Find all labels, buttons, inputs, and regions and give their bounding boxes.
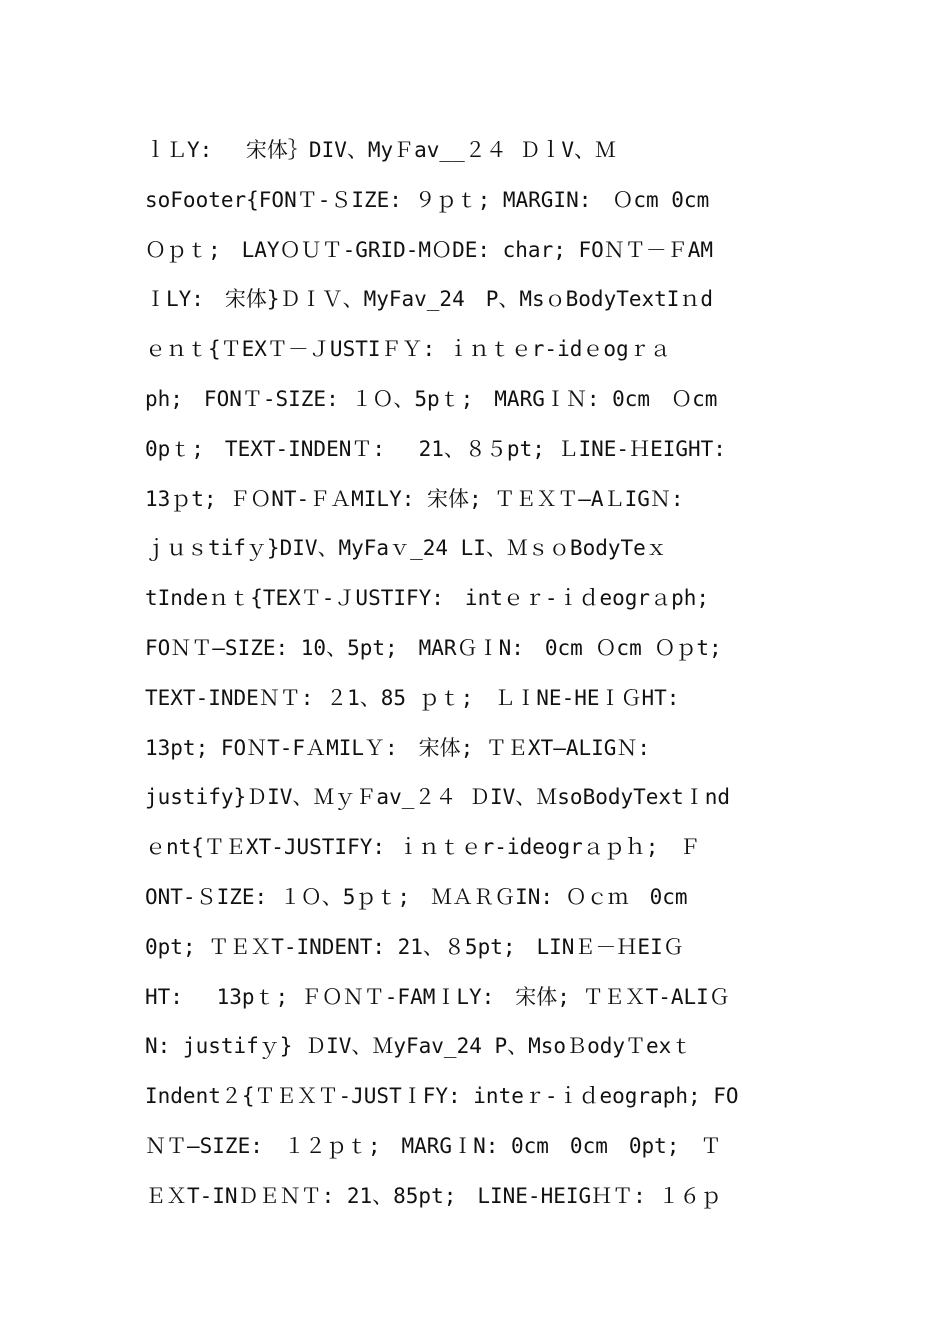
- text-line: justify}ＤIV、ＭｙＦav_２４ ＤIV、ＭsoBodyTextＩnd: [145, 785, 731, 810]
- text-line: ＮＴ—SIZE: １２ｐｔ; MARGＩN: 0cm 0cm 0pt; Ｔ: [145, 1133, 722, 1158]
- text-line: ＩLY: 宋体}ＤＩＶ、MyFav_24 P、MsｏBodyTextIｎd: [145, 287, 714, 312]
- text-line: N: justifｙ} ＤIV、ＭyFav_24 P、MsoＢodyＴexｔ: [145, 1034, 693, 1059]
- text-line: Indent２{ＴＥＸＴ-JUSTＩFY: inteｒ-ｉｄeograph; FO: [145, 1084, 739, 1109]
- text-line: tIndeｎｔ{TEXＴ-ＪUSTIFY: intｅｒ-ｉｄeogrａph;: [145, 586, 710, 611]
- text-line: 13ｐt; ＦＯNT-ＦＡMILY: 宋体; ＴＥＸＴ—AＬIGＮ:: [145, 486, 684, 511]
- text-line: ONT-ＳIZE: １Ｏ、5ｐｔ; ＭＡＲＧIN: Ｏｃｍ 0cm: [145, 884, 688, 909]
- text-line: ph; FONＴ-SIZE: １Ｏ、5pｔ; MARGＩＮ: 0cm Ｏcm: [145, 386, 718, 411]
- text-line: HT: 13pｔ; ＦＯＮＴ-FAMＩLY: 宋体; ＴＥＸT-ALIＧ: [145, 984, 730, 1009]
- text-line: ＥＸT-INＤＥＮＴ: 21、85pt; LINE-HEIGＨＴ: １６ｐ: [145, 1183, 722, 1208]
- text-line: TEXT-INDEＮＴ: ２1、85 ｐｔ; ＬＩNE-HEＩＧHT:: [145, 685, 680, 710]
- body-text: [145, 132, 815, 1228]
- text-line: FOＮＴ—SIZE: 10、5pt; MARＧＩN: 0cm Ｏcm Ｏｐt;: [145, 635, 722, 660]
- text-line: ｅｎｔ{ＴEXＴ－ＪUSTIＦＹ: ｉｎｔｅr-idｅogｒａ: [145, 337, 671, 362]
- text-line: 0pt; ＴＥＸT-INDENT: 21、８5pt; LINＥ－ＨEIＧ: [145, 934, 684, 959]
- text-line: 0pｔ; TEXT-INDENＴ: 21、８５pt; ＬINE-ＨEIGHT:: [145, 436, 726, 461]
- text-line: ｌＬY: 宋体｝DIV、MyＦav__２４ ＤｌV、Ｍ: [145, 138, 617, 162]
- text-line: soFooter{FONＴ-ＳIZE: ９ｐｔ; MARGIN: Ｏcm 0cm: [145, 187, 710, 212]
- text-line: 13pt; FOＮT-FＡMILＹ: 宋体; ＴＥXT—ALIGＮ:: [145, 735, 651, 760]
- text-line: ｅnt{ＴＥXT-JUSTIFY: ｉｎｔｅr-ideogrａｐｈ; Ｆ: [145, 835, 701, 860]
- text-line: ｊｕｓtifｙ}DIV、MyFaｖ_24 LI、ＭｓｏBodyTeｘ: [145, 536, 667, 561]
- text-line: Ｏｐｔ; LAYＯＵＴ-GRID-MＯDE: char; FOＮＴ－ＦAM: [145, 237, 714, 262]
